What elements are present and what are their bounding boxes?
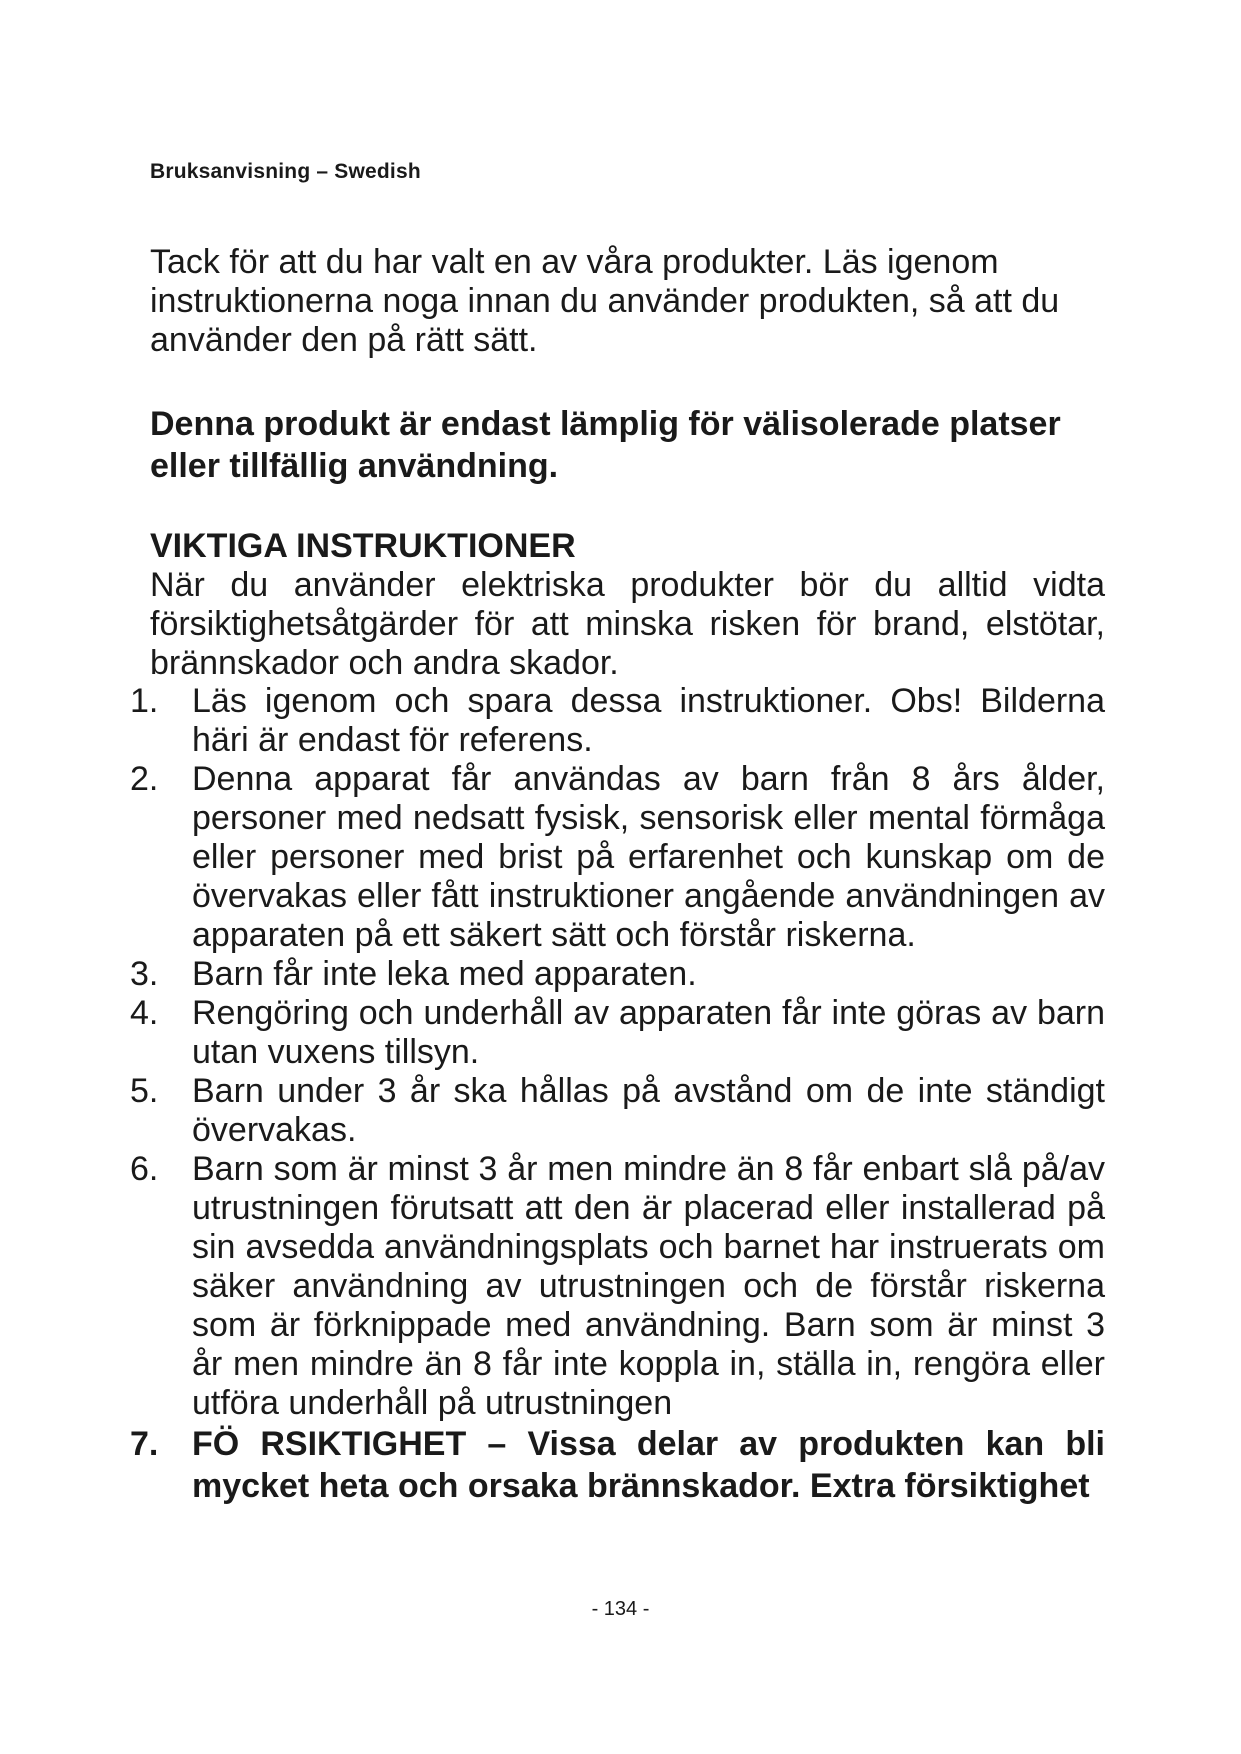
list-item	[130, 682, 1105, 760]
list-item	[130, 760, 1105, 955]
list-item-text: Läs igenom och spara dessa instruktioner. Obs! Bilderna häri är endast för referens.	[192, 682, 1105, 759]
suitability-warning: Denna produkt är endast lämplig för välisolerade platser eller tillfällig användning.	[150, 405, 1061, 485]
list-item-number: 4.	[130, 994, 159, 1032]
list-item-number: 3.	[130, 955, 159, 993]
list-item-text: FÖ RSIKTIGHET – Vissa delar av produkten kan bli mycket heta och orsaka brännskador. Extra försiktighet	[192, 1425, 1105, 1505]
list-item-number: 1.	[130, 682, 159, 720]
list-item-text: Denna apparat får användas av barn från 8 års ålder, personer med nedsatt fysisk, sensorisk eller mental förmåga eller personer med brist på erfarenhet och kunskap om de övervakas eller fått instruktioner angående användningen av apparaten på ett säkert sätt och förstår riskerna.	[192, 760, 1105, 954]
list-item	[130, 994, 1105, 1072]
list-item-number: 2.	[130, 760, 159, 798]
list-item-text: Barn under 3 år ska hållas på avstånd om de inte ständigt övervakas.	[192, 1072, 1105, 1149]
list-item-number: 5.	[130, 1072, 159, 1110]
list-item-text: Barn som är minst 3 år men mindre än 8 får enbart slå på/av utrustningen förutsatt att den är placerad eller installerad på sin avsedda användningsplats och barnet har instruerats om säker användning av utrustningen och de förstår riskerna som är förknippade med användning. Barn som är minst 3 år men mindre än 8 får inte koppla in, ställa in, rengöra eller utföra underhåll på utrustningen	[192, 1150, 1105, 1422]
page-number: - 134 -	[591, 1598, 650, 1620]
list-item	[130, 1150, 1105, 1423]
section-title: VIKTIGA INSTRUKTIONER	[150, 527, 576, 565]
list-item-number: 6.	[130, 1150, 159, 1188]
page-header: Bruksanvisning – Swedish	[150, 160, 421, 183]
list-item-text: Barn får inte leka med apparaten.	[192, 955, 697, 993]
list-item	[130, 955, 1105, 994]
intro-paragraph: Tack för att du har valt en av våra produkter. Läs igenom instruktionerna noga innan du använder produkten, så att du använder den på rätt sätt.	[150, 243, 1060, 359]
list-item	[130, 1072, 1105, 1150]
section-lead-paragraph: När du använder elektriska produkter bör du alltid vidta försiktighetsåtgärder för att minska risken för brand, elstötar, brännskador och andra skador.	[150, 566, 1105, 682]
list-item-caution	[130, 1423, 1105, 1507]
list-item-number: 7.	[130, 1425, 159, 1463]
list-item-text: Rengöring och underhåll av apparaten får inte göras av barn utan vuxens tillsyn.	[192, 994, 1105, 1071]
instructions-list	[130, 682, 1105, 1507]
